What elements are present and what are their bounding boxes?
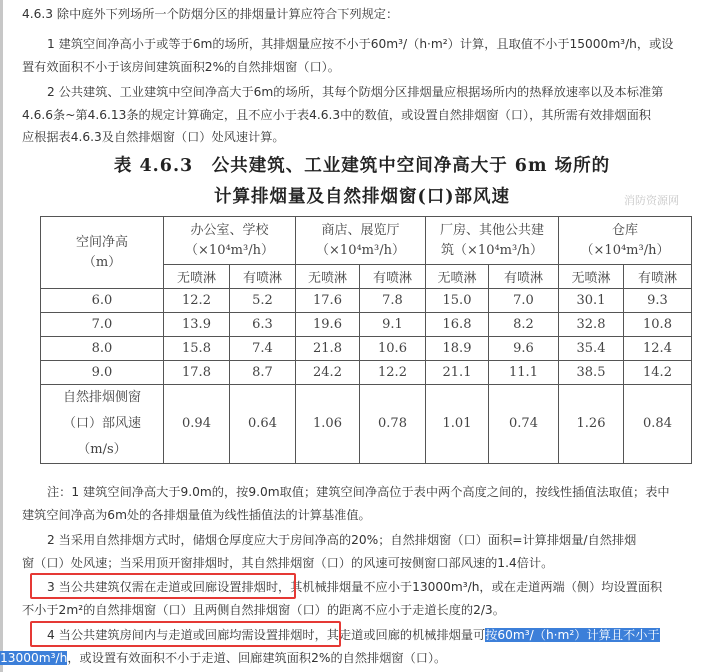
note-2-line: 2 当采用自然排烟方式时，储烟仓厚度应大于房间净高的20%；自然排烟窗（口）面积=计算排烟量/自然排烟: [47, 533, 637, 547]
section-heading: 4.6.3 除中庭外下列场所一个防烟分区的排烟量计算应符合下列规定：: [22, 7, 399, 21]
table-row: 9.0 17.8 8.7 24.2 12.2 21.1 11.1 38.5 14.2: [41, 361, 692, 385]
paragraph-2-line: 2 公共建筑、工业建筑中空间净高大于6m的场所，其每个防烟分区排烟量应根据场所内的热释放速率以及本标准第: [47, 85, 664, 99]
watermark: 消防资源网: [624, 194, 679, 207]
note-4-text: ，其走道或回廊的机械排烟量可: [314, 628, 486, 642]
paragraph-2-line: 4.6.6条~第4.6.13条的规定计算确定，且不应小于表4.6.3中的数值，或设置自然排烟窗（口），其所需有效排烟面积: [22, 107, 651, 122]
table-row: 7.0 13.9 6.3 19.6 9.1 16.8 8.2 32.8 10.8: [41, 313, 692, 337]
header-no-sprinkler: 无喷淋: [296, 265, 360, 289]
table-row-wind-speed: 自然排烟侧窗 （口）部风速 （m/s） 0.94 0.64 1.06 0.78 1.01 0.74 1.26 0.84: [41, 385, 692, 464]
header-group-factory: 厂房、其他公共建 筑（×10⁴m³/h）: [426, 217, 559, 265]
note-3-text: ，其机械排烟量不应小于13000m³/h，或在走道两端（侧）均设置面积: [278, 580, 663, 594]
header-sprinkler: 有喷淋: [489, 265, 559, 289]
note-1: [22, 481, 704, 526]
paragraph-1-line: 1 建筑空间净高小于或等于6m的场所，其排烟量应按不小于60m³/（h·m²）计算，且取值不小于15000m³/h，或设: [47, 37, 674, 51]
header-sprinkler: 有喷淋: [230, 265, 296, 289]
note-4-text: ，或设置有效面积不小于走道、回廊建筑面积2%的自然排烟窗（口）。: [67, 650, 447, 665]
table-title-line-2: 计算排烟量及自然排烟窗(口)部风速: [213, 187, 511, 207]
table-title-line-1: 表 4.6.3 公共建筑、工业建筑中空间净高大于 6m 场所的: [113, 156, 611, 176]
smoke-exhaust-table: [40, 216, 692, 464]
table-row: 8.0 15.8 7.4 21.8 10.6 18.9 9.6 35.4 12.4: [41, 337, 692, 361]
table-row: 6.0 12.2 5.2 17.6 7.8 15.0 7.0 30.1 9.3: [41, 289, 692, 313]
header-no-sprinkler: 无喷淋: [559, 265, 624, 289]
header-sprinkler: 有喷淋: [624, 265, 692, 289]
header-no-sprinkler: 无喷淋: [164, 265, 230, 289]
paragraph-2-line: 应根据表4.6.3及自然排烟窗（口）处风速计算。: [22, 130, 285, 144]
note-3-line: 不小于2m²的自然排烟窗（口）且两侧自然排烟窗（口）的距离不应小于走道长度的2/3。: [22, 602, 505, 617]
paragraph-2: [22, 81, 704, 149]
note-4-selected-text[interactable]: 按60m³/（h·m²）计算且不小于: [485, 628, 660, 642]
note-4-boxed-text: 4 当公共建筑房间内与走道或回廊均需设置排烟时: [47, 628, 315, 642]
note-3-boxed-text: 3 当公共建筑仅需在走道或回廊设置排烟时: [47, 580, 279, 594]
header-no-sprinkler: 无喷淋: [426, 265, 489, 289]
header-height: 空间净高 （m）: [41, 217, 164, 289]
note-2: [22, 529, 704, 574]
note-2-line: 窗（口）处风速；当采用顶开窗排烟时，其自然排烟窗（口）的风速可按侧窗口部风速的1.4倍计。: [22, 555, 554, 570]
header-group-warehouse: 仓库 （×10⁴m³/h）: [559, 217, 692, 265]
header-group-shop: 商店、展览厅 （×10⁴m³/h）: [296, 217, 426, 265]
paragraph-1: [22, 33, 704, 78]
note-4-selected-text[interactable]: 13000m³/h: [0, 650, 68, 665]
note-1-line: 建筑空间净高为6m处的各排烟量值为线性插值法的计算基准值。: [22, 507, 371, 522]
annotation-box-note-3: [30, 573, 296, 599]
note-1-line: 注：1 建筑空间净高大于9.0m的，按9.0m取值；建筑空间净高位于表中两个高度之间的，按线性插值法取值；表中: [47, 485, 670, 499]
header-sprinkler: 有喷淋: [360, 265, 426, 289]
left-gutter-bar: [0, 0, 3, 672]
paragraph-1-line: 置有效面积不小于该房间建筑面积2%的自然排烟窗（口）。: [22, 59, 340, 74]
annotation-box-note-4: [30, 621, 341, 647]
header-group-office: 办公室、学校 （×10⁴m³/h）: [164, 217, 296, 265]
